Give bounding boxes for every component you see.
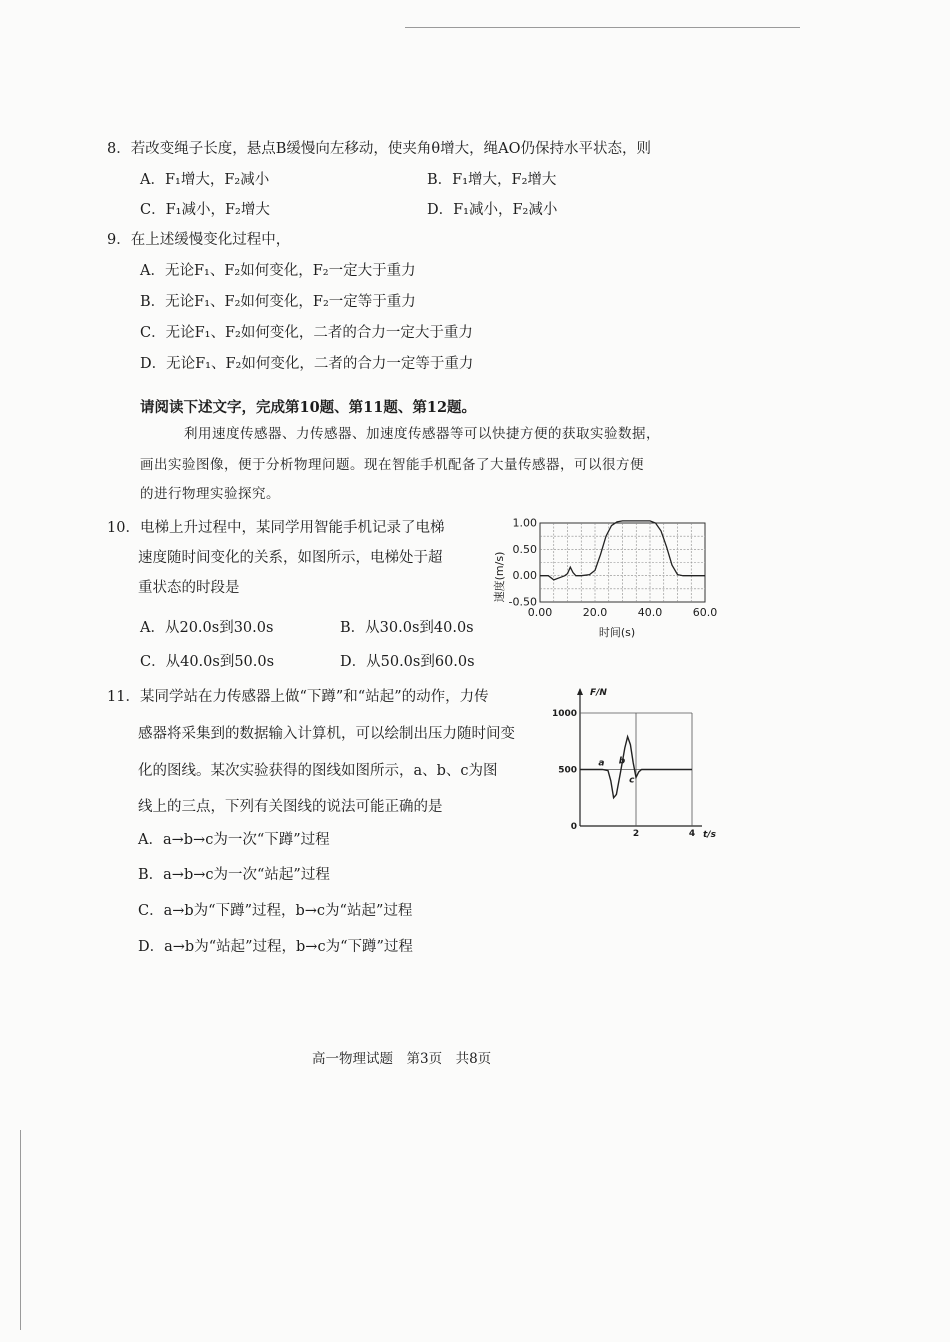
q10-option-a: A．从20.0s到30.0s <box>140 620 274 636</box>
force-chart-tick-labels <box>552 709 695 839</box>
force-chart-y-label: F/N <box>590 688 607 698</box>
force-point-label-c: c <box>629 775 635 786</box>
force-point-label-b: b <box>618 756 626 767</box>
velocity-chart-x-label: 时间(s) <box>598 626 636 639</box>
q10-option-b: B．从30.0s到40.0s <box>340 620 474 636</box>
q11-option-a: A．a→b→c为一次“下蹲”过程 <box>138 832 330 848</box>
q8-option-c: C．F₁减小，F₂增大 <box>140 202 270 218</box>
reading-heading: 请阅读下述文字，完成第10题、第11题、第12题。 <box>140 399 477 416</box>
page-footer: 高一物理试题 第3页 共8页 <box>312 1051 492 1067</box>
force-x-tick-label: 4 <box>688 829 696 839</box>
q11-line-2: 感器将采集到的数据输入计算机，可以绘制出压力随时间变 <box>138 726 515 742</box>
q11-option-c: C．a→b为“下蹲”过程，b→c为“站起”过程 <box>138 903 413 919</box>
velocity-series-line <box>540 521 705 580</box>
velocity-x-tick-label: 40.0 <box>637 606 663 619</box>
q8-option-a: A．F₁增大，F₂减小 <box>140 172 270 188</box>
velocity-chart-grid <box>540 523 705 602</box>
q8-option-d: D．F₁减小，F₂减小 <box>427 202 558 218</box>
reading-line-3: 的进行物理实验探究。 <box>140 486 280 502</box>
force-time-chart <box>550 683 725 843</box>
q9-option-b: B．无论F₁、F₂如何变化，F₂一定等于重力 <box>140 294 416 310</box>
q10-line-2: 速度随时间变化的关系，如图所示，电梯处于超 <box>138 550 443 566</box>
q9-option-a: A．无论F₁、F₂如何变化，F₂一定大于重力 <box>140 263 416 279</box>
q9-option-d: D．无论F₁、F₂如何变化，二者的合力一定等于重力 <box>140 356 474 372</box>
q8-stem: 8．若改变绳子长度，悬点B缓慢向左移动，使夹角θ增大，绳AO仍保持水平状态，则 <box>107 141 651 157</box>
force-chart-grid <box>577 688 702 826</box>
scan-top-edge <box>405 27 800 28</box>
velocity-x-tick-label: 0.00 <box>527 606 553 619</box>
force-y-tick-label: 500 <box>558 765 577 776</box>
scan-left-edge <box>20 1130 21 1330</box>
q9-stem: 9．在上述缓慢变化过程中， <box>107 232 291 248</box>
force-chart-annotations <box>598 757 635 786</box>
force-point-label-a: a <box>598 758 605 769</box>
force-y-tick-label: 0 <box>570 822 577 832</box>
q8-option-b: B．F₁增大，F₂增大 <box>427 172 557 188</box>
q10-option-c: C．从40.0s到50.0s <box>140 654 275 670</box>
q10-line-1: 10．电梯上升过程中，某同学用智能手机记录了电梯 <box>107 520 445 536</box>
force-chart-x-label: t/s <box>703 830 716 840</box>
velocity-y-tick-label: -0.50 <box>508 595 537 609</box>
q10-line-3: 重状态的时段是 <box>138 580 240 596</box>
force-y-axis-arrow <box>577 688 583 695</box>
velocity-y-tick-label: 0.50 <box>512 542 537 556</box>
reading-line-2: 画出实验图像，便于分析物理问题。现在智能手机配备了大量传感器，可以很方便 <box>140 457 644 473</box>
velocity-x-tick-label: 60.0 <box>692 606 718 619</box>
reading-line-1: 利用速度传感器、力传感器、加速度传感器等可以快捷方便的获取实验数据， <box>184 426 660 442</box>
velocity-y-tick-label: 1.00 <box>512 516 537 530</box>
q11-line-4: 线上的三点，下列有关图线的说法可能正确的是 <box>138 799 443 815</box>
velocity-x-tick-label: 20.0 <box>582 606 608 619</box>
q9-option-c: C．无论F₁、F₂如何变化，二者的合力一定大于重力 <box>140 325 473 341</box>
force-y-tick-label: 1000 <box>551 709 577 719</box>
velocity-chart-y-label: 速度(m/s) <box>493 551 506 603</box>
q11-option-d: D．a→b为“站起”过程，b→c为“下蹲”过程 <box>138 939 413 955</box>
velocity-time-chart <box>488 515 720 645</box>
q10-option-d: D．从50.0s到60.0s <box>340 654 475 670</box>
q11-line-1: 11．某同学站在力传感器上做“下蹲”和“站起”的动作，力传 <box>107 689 489 705</box>
q11-line-3: 化的图线。某次实验获得的图线如图所示，a、b、c为图 <box>138 763 498 779</box>
q11-option-b: B．a→b→c为一次“站起”过程 <box>138 867 330 883</box>
force-x-tick-label: 2 <box>632 829 640 839</box>
velocity-y-tick-label: 0.00 <box>512 569 537 583</box>
